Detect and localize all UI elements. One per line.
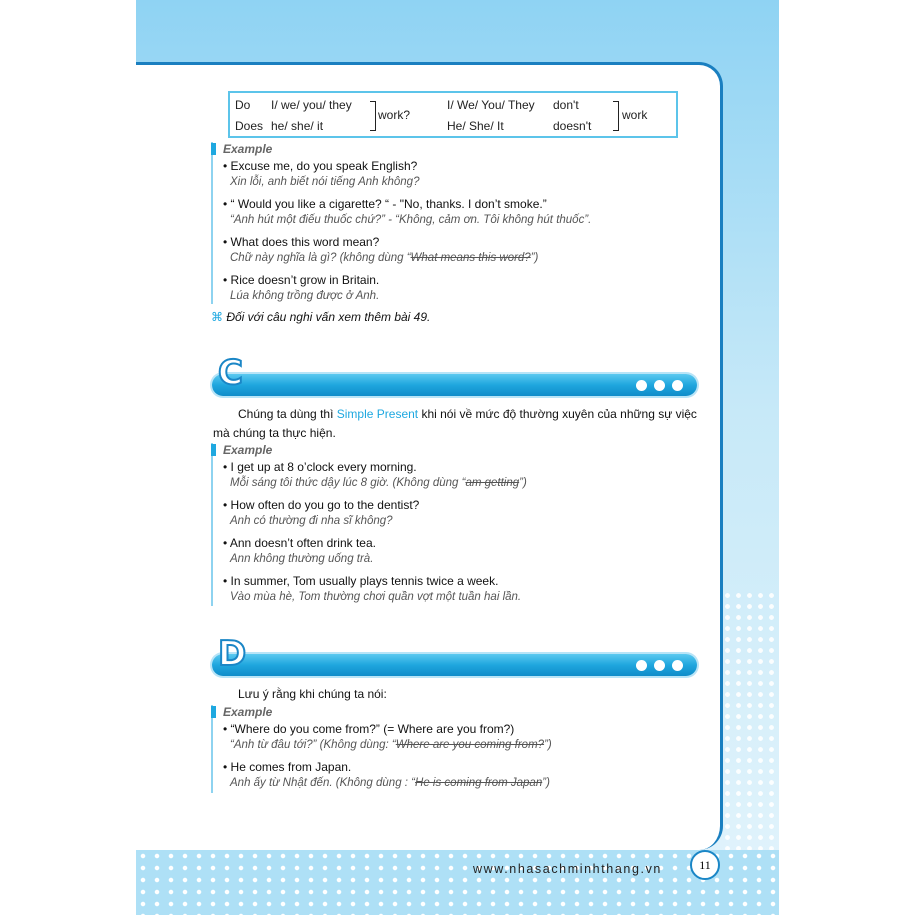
translation-text: “Anh hút một điếu thuốc chứ?” - “Không, cảm ơn. Tôi không hút thuốc”. bbox=[230, 214, 592, 226]
example-item bbox=[223, 573, 527, 605]
vietnamese-translation bbox=[223, 513, 527, 529]
example-item bbox=[223, 158, 591, 190]
english-sentence: • How often do you go to the dentist? bbox=[223, 498, 420, 512]
dot-icon bbox=[672, 380, 683, 391]
dot-icon bbox=[636, 380, 647, 391]
table-cell: I/ we/ you/ they bbox=[271, 98, 352, 112]
example-block-d bbox=[211, 705, 552, 793]
example-item bbox=[223, 759, 552, 791]
translation-text: Xin lỗi, anh biết nói tiếng Anh không? bbox=[230, 176, 420, 188]
vietnamese-translation bbox=[223, 475, 527, 491]
english-sentence: • Rice doesn’t grow in Britain. bbox=[223, 273, 380, 287]
table-cell: work? bbox=[378, 108, 411, 122]
incorrect-form: am getting bbox=[465, 477, 520, 489]
english-sentence: • I get up at 8 o’clock every morning. bbox=[223, 460, 417, 474]
example-block-b bbox=[211, 142, 591, 304]
english-sentence: • In summer, Tom usually plays tennis twice a week. bbox=[223, 574, 499, 588]
translation-text: ”) bbox=[530, 252, 539, 264]
website-url: www.nhasachminhthang.vn bbox=[473, 862, 662, 876]
translation-text: Anh ấy từ Nhật đến. (Không dùng : “ bbox=[230, 777, 416, 789]
vietnamese-translation bbox=[223, 174, 591, 190]
bracket bbox=[613, 101, 619, 131]
dot-icon bbox=[672, 660, 683, 671]
table-cell: Does bbox=[235, 119, 264, 133]
english-sentence: • “Where do you come from?” (= Where are you from?) bbox=[223, 722, 515, 736]
vietnamese-translation bbox=[223, 212, 591, 228]
section-letter-d: D bbox=[218, 634, 247, 674]
english-sentence: • He comes from Japan. bbox=[223, 760, 352, 774]
translation-text: Mỗi sáng tôi thức dậy lúc 8 giờ. (Không dùng “ bbox=[230, 477, 466, 489]
page-number: 11 bbox=[690, 850, 720, 880]
english-sentence: • What does this word mean? bbox=[223, 235, 380, 249]
dot-pattern bbox=[722, 590, 779, 850]
english-sentence: • Ann doesn’t often drink tea. bbox=[223, 536, 376, 550]
example-item bbox=[223, 497, 527, 529]
conjugation-table bbox=[228, 91, 678, 138]
vietnamese-translation bbox=[223, 775, 552, 791]
incorrect-form: Where are you coming from? bbox=[395, 739, 545, 751]
translation-text: ”) bbox=[519, 477, 527, 489]
example-item bbox=[223, 272, 591, 304]
table-cell: I/ We/ You/ They bbox=[447, 98, 535, 112]
example-item bbox=[223, 459, 527, 491]
table-cell: he/ she/ it bbox=[271, 119, 324, 133]
english-sentence: • Excuse me, do you speak English? bbox=[223, 159, 418, 173]
translation-text: ”) bbox=[542, 777, 550, 789]
example-item bbox=[223, 535, 527, 567]
example-block-c bbox=[211, 443, 527, 606]
incorrect-form: He is coming from Japan bbox=[415, 777, 543, 789]
translation-text: Vào mùa hè, Tom thường chơi quần vợt một tuần hai lần. bbox=[230, 591, 522, 603]
para-text: khi nói về mức độ thường xuyên của những sự việc mà chúng ta thực hiện. bbox=[213, 407, 697, 440]
section-c-paragraph bbox=[213, 405, 698, 443]
vietnamese-translation bbox=[223, 551, 527, 567]
cross-reference-note bbox=[211, 310, 430, 324]
bracket bbox=[370, 101, 376, 131]
translation-text: Ann không thường uống trà. bbox=[230, 553, 374, 565]
example-item bbox=[223, 721, 552, 753]
translation-text: Lúa không trồng được ở Anh. bbox=[230, 290, 380, 302]
translation-text: Anh có thường đi nha sĩ không? bbox=[230, 515, 393, 527]
incorrect-form: What means this word? bbox=[410, 252, 531, 264]
table-cell: doesn't bbox=[553, 119, 592, 133]
translation-text: “Anh từ đâu tới?” (Không dùng: “ bbox=[230, 739, 396, 751]
footer-strip bbox=[136, 850, 779, 915]
vietnamese-translation bbox=[223, 589, 527, 605]
translation-text: Chữ này nghĩa là gì? (không dùng “ bbox=[230, 252, 411, 264]
dot-icon bbox=[654, 660, 665, 671]
vietnamese-translation bbox=[223, 288, 591, 304]
example-label: Example bbox=[223, 142, 591, 158]
example-label: Example bbox=[223, 443, 527, 459]
example-item bbox=[223, 196, 591, 228]
table-cell: He/ She/ It bbox=[447, 119, 504, 133]
english-sentence: • “ Would you like a cigarette? “ - "No, thanks. I don’t smoke.” bbox=[223, 197, 547, 211]
para-text: Chúng ta dùng thì bbox=[238, 407, 337, 421]
section-letter-c: C bbox=[218, 353, 243, 393]
vietnamese-translation bbox=[223, 737, 552, 753]
example-item bbox=[223, 234, 591, 266]
example-label: Example bbox=[223, 705, 552, 721]
highlighted-term: Simple Present bbox=[336, 407, 419, 421]
table-cell: Do bbox=[235, 98, 251, 112]
translation-text: ”) bbox=[544, 739, 552, 751]
vietnamese-translation bbox=[223, 250, 591, 266]
section-c-header-bar bbox=[212, 374, 697, 396]
table-cell: work bbox=[622, 108, 648, 122]
dot-icon bbox=[636, 660, 647, 671]
dot-icon bbox=[654, 380, 665, 391]
table-cell: don't bbox=[553, 98, 579, 112]
section-d-paragraph: Lưu ý rằng khi chúng ta nói: bbox=[238, 687, 387, 701]
note-text: Đối với câu nghi vấn xem thêm bài 49. bbox=[226, 310, 431, 324]
section-d-header-bar bbox=[212, 654, 697, 676]
command-icon: ⌘ bbox=[211, 310, 223, 324]
